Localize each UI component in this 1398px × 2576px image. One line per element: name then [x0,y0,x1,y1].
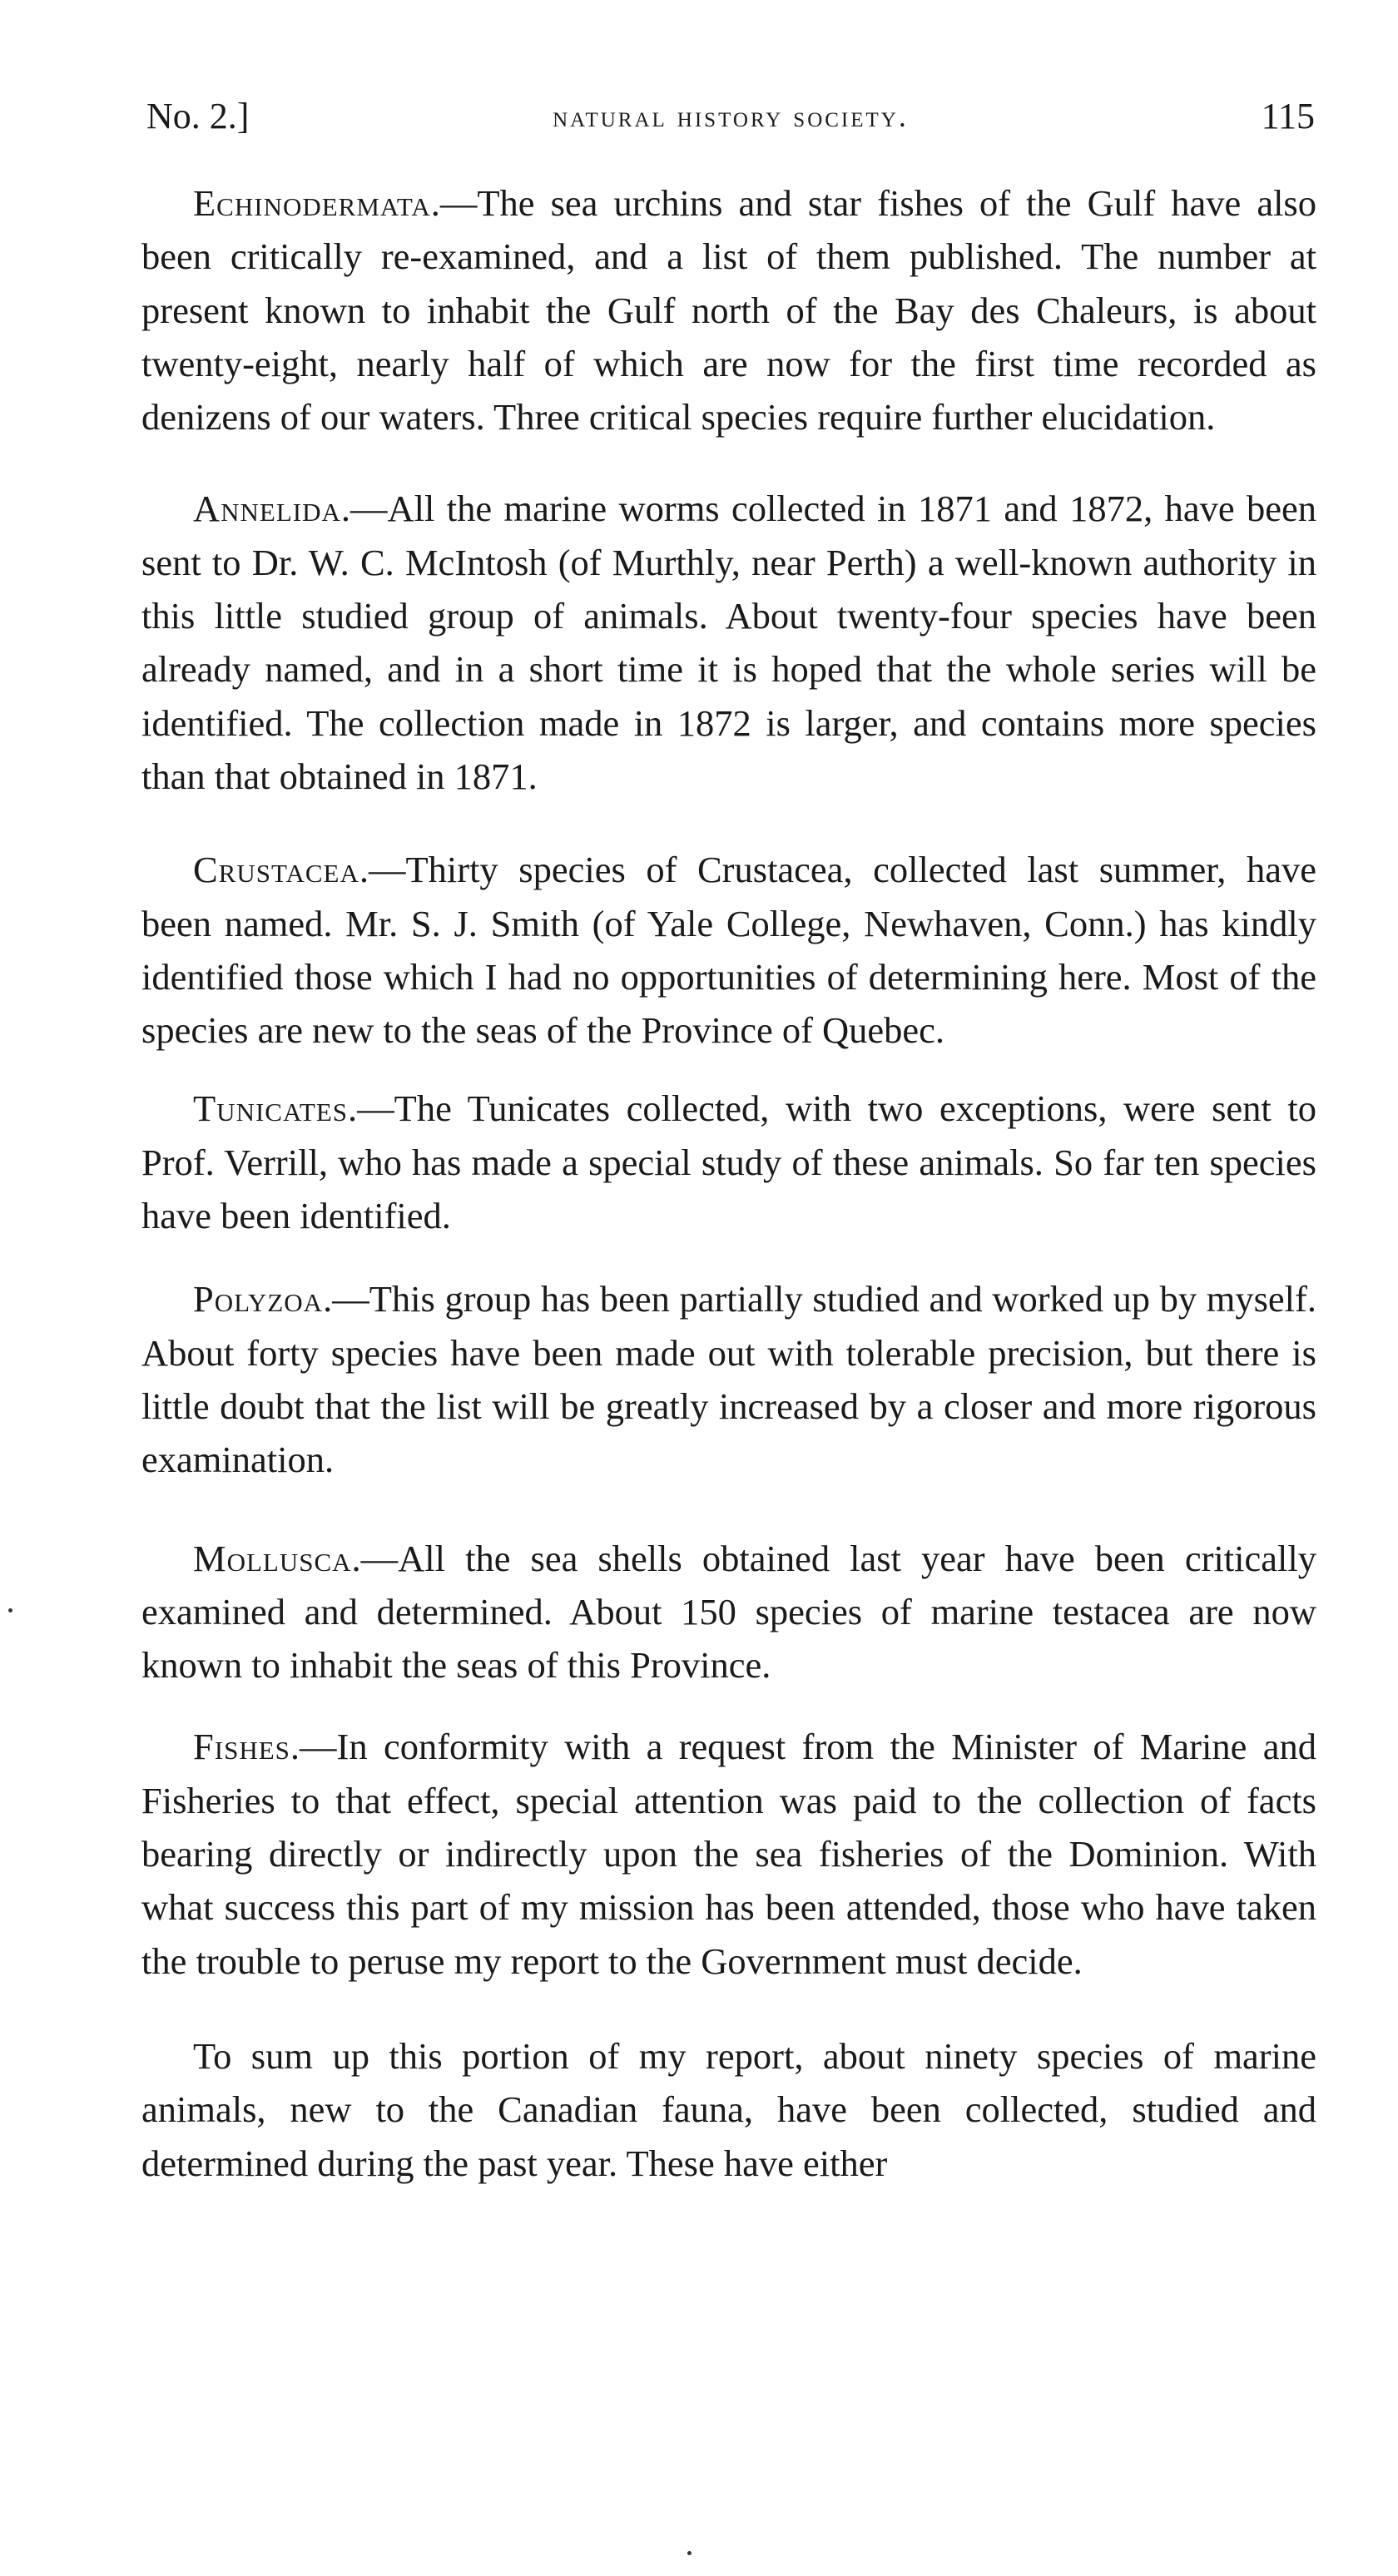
paragraph-echinodermata [141,176,1316,443]
paragraph-text: .—Thirty species of Crustacea, collected last summer, have been named. Mr. S. J. Smith (of Yale College, Newhaven, Conn.) has kindly identified those which I had no opportunities of determining here. Most of the species are new to the seas of the Province of Quebec. [141,849,1316,1052]
paragraph-polyzoa [141,1272,1316,1486]
section-heading: Echinodermata [193,182,431,224]
running-header [146,90,1315,143]
paragraph-mollusca [141,1532,1316,1692]
section-heading: Polyzoa [193,1278,324,1320]
paragraph-text: .—The Tunicates collected, with two exceptions, were sent to Prof. Verrill, who has made a special study of these animals. So far ten species have been identified. [141,1087,1316,1237]
paragraph-tunicates [141,1082,1316,1242]
paragraph-text: .—All the marine worms collected in 1871 and 1872, have been sent to Dr. W. C. McIntosh (of Murthly, near Perth) a well-known authority in this little studied group of animals. About twenty-four species have been already named, and in a short time it is hoped that the whole series will be identified. The collection made in 1872 is larger, and contains more species than that obtained in 1871. [141,488,1316,797]
section-heading: Crustacea [193,849,359,891]
print-speck [8,1608,12,1612]
body-text [141,176,1316,2190]
section-heading: Annelida [193,488,341,530]
section-heading: Tunicates [193,1087,349,1130]
paragraph-text: .—All the sea shells obtained last year have been critically examined and determined. About 150 species of marine testacea are now known to inhabit the seas of this Province. [141,1537,1316,1687]
paragraph-text: .—This group has been partially studied and worked up by myself. About forty species have been made out with tolerable precision, but there is little doubt that the list will be greatly increased by a closer and more rigorous examination. [141,1278,1316,1481]
paragraph-fishes [141,1720,1316,1987]
issue-number: No. 2.] [146,96,250,136]
paragraph-text: .—In conformity with a request from the Minister of Marine and Fisheries to that effect, special attention was paid to the collection of facts bearing directly or indirectly upon the sea fisheries of the Dominion. With what success this part of my mission has been attended, those who have taken the trouble to peruse my report to the Government must decide. [141,1726,1316,1982]
paragraph-summary [141,2029,1316,2190]
page-number: 115 [1261,96,1315,136]
paragraph-text: .—The sea urchins and star fishes of the Gulf have also been critically re-examined, and a list of them published. The number at present known to inhabit the Gulf north of the Bay des Chaleurs, is about twenty-eight, nearly half of which are now for the first time recorded as denizens of our waters. Three critical species require further elucidation. [141,182,1316,438]
paragraph-text: To sum up this portion of my report, about ninety species of marine animals, new to the Canadian fauna, have been collected, studied and determined during the past year. These have either [141,2034,1316,2184]
print-speck [687,2551,692,2555]
running-title: natural history society. [553,100,909,133]
section-heading: Fishes [193,1726,290,1768]
section-heading: Mollusca [193,1537,352,1579]
paragraph-crustacea [141,843,1316,1057]
paragraph-annelida [141,482,1316,803]
